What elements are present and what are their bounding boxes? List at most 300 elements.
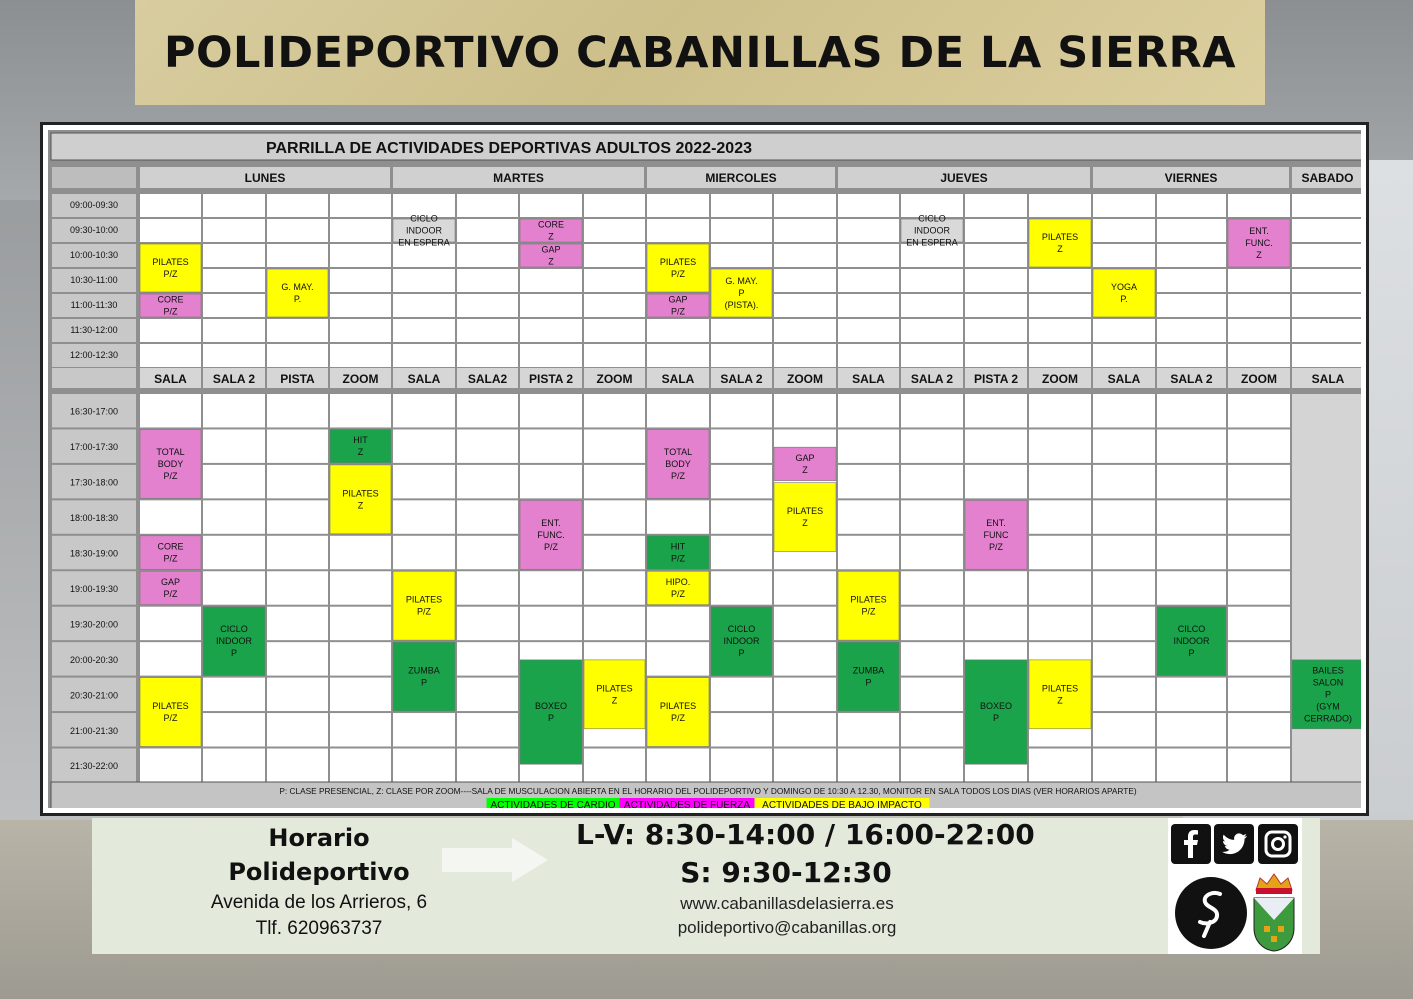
afternoon-time-label: 20:00-20:30 [69,654,119,665]
morning-cell [774,294,836,317]
afternoon-cell [838,536,899,569]
morning-cell [1228,294,1290,317]
afternoon-cell [140,394,201,427]
morning-activity-label: FUNC. [1245,238,1273,248]
afternoon-cell [838,394,899,427]
afternoon-cell [393,500,455,533]
afternoon-cell [901,607,963,640]
afternoon-activity-label: CORE [157,541,184,552]
room-label: PISTA [280,372,315,386]
morning-cell [711,344,772,367]
afternoon-cell [901,465,963,498]
afternoon-cell [267,642,328,675]
afternoon-time-label: 20:30-21:00 [69,690,119,701]
afternoon-cell [1093,536,1155,569]
morning-cell [647,194,709,217]
website-link[interactable]: www.cabanillasdelasierra.es [680,894,894,913]
afternoon-cell [901,394,963,427]
morning-cell [584,294,645,317]
afternoon-cell [1157,713,1226,746]
morning-activity [647,244,709,292]
afternoon-cell [1093,394,1155,427]
morning-cell [647,319,709,342]
morning-cell [838,344,899,367]
morning-cell [457,244,518,267]
morning-cell [901,294,963,317]
morning-cell [1228,319,1290,342]
morning-cell [520,194,582,217]
morning-cell [203,269,265,292]
afternoon-activity-label: P/Z [163,470,178,481]
afternoon-cell [584,500,645,533]
morning-cell [838,244,899,267]
morning-cell [838,194,899,217]
morning-cell [711,194,772,217]
facebook-icon[interactable] [1171,824,1211,864]
afternoon-activity-label: P [420,677,428,688]
morning-cell [1292,319,1361,342]
morning-cell [1157,244,1226,267]
afternoon-activity-label: BODY [157,458,184,469]
morning-cell [1029,194,1091,217]
afternoon-cell [330,394,391,427]
afternoon-activity-label: P/Z [543,541,559,552]
afternoon-activity-label: HIPO. [665,576,691,587]
morning-cell [584,269,645,292]
afternoon-cell [901,571,963,604]
morning-cell [203,194,265,217]
morning-activity-label: G. MAY. [725,276,758,286]
afternoon-cell [965,607,1027,640]
arrow-right-icon [442,838,548,882]
afternoon-activity-label: FUNC [983,529,1009,540]
morning-cell [901,344,963,367]
room-header-corner [52,368,136,388]
morning-activity [1093,269,1155,317]
room-label: ZOOM [342,372,379,386]
morning-cell [1292,219,1361,242]
afternoon-activity-label: INDOOR [723,636,760,647]
afternoon-cell [647,394,709,427]
afternoon-cell [330,713,391,746]
afternoon-cell [647,607,709,640]
afternoon-cell [393,749,455,782]
morning-cell [711,219,772,242]
schedule-grid [48,130,1361,808]
afternoon-cell [203,500,265,533]
afternoon-cell [1029,465,1091,498]
afternoon-cell [457,536,518,569]
afternoon-cell [140,642,201,675]
afternoon-cell [1228,607,1290,640]
afternoon-cell [457,642,518,675]
morning-activity-label: P/Z [163,306,178,317]
morning-cell [584,344,645,367]
afternoon-activity-label: GAP [795,452,815,463]
afternoon-cell [330,571,391,604]
afternoon-cell [393,394,455,427]
morning-cell [647,219,709,242]
afternoon-cell [457,571,518,604]
morning-cell [267,219,328,242]
morning-activity-label: P/Z [670,269,686,279]
morning-time-label: 12:00-12:30 [69,350,119,360]
afternoon-activity-label: Z [802,464,808,475]
afternoon-cell [1093,500,1155,533]
afternoon-activity-label: P [992,713,1000,724]
morning-cell [1029,294,1091,317]
morning-cell [1292,194,1361,217]
morning-cell [140,194,201,217]
afternoon-cell [203,394,265,427]
room-label: SALA [661,372,695,386]
afternoon-cell [584,749,645,782]
afternoon-activity-label: FUNC. [537,529,565,540]
afternoon-cell [520,465,582,498]
afternoon-time-label: 21:30-22:00 [69,761,119,772]
morning-cell [1157,194,1226,217]
afternoon-activity [393,571,455,640]
morning-cell [1228,194,1290,217]
afternoon-activity [1029,660,1091,729]
afternoon-cell [711,500,772,533]
morning-cell [965,194,1027,217]
afternoon-cell [1228,500,1290,533]
afternoon-cell [1157,465,1226,498]
morning-cell [330,219,391,242]
day-header-corner [52,167,136,188]
afternoon-cell [1093,607,1155,640]
room-label: PISTA 2 [528,372,574,386]
morning-cell [901,269,963,292]
email-link[interactable]: polideportivo@cabanillas.org [677,918,897,937]
room-label: SALA [852,372,885,386]
afternoon-cell [838,500,899,533]
morning-cell [457,269,518,292]
instagram-icon[interactable] [1258,824,1298,864]
morning-cell [457,219,518,242]
afternoon-cell [1228,394,1290,427]
morning-activity-label: PILATES [659,257,697,267]
afternoon-cell [1029,429,1091,462]
afternoon-cell [901,678,963,711]
afternoon-cell [267,607,328,640]
afternoon-cell [267,429,328,462]
afternoon-cell [901,642,963,675]
afternoon-cell [838,429,899,462]
afternoon-cell [711,429,772,462]
afternoon-cell [584,571,645,604]
day-label-0: LUNES [244,171,286,185]
afternoon-activity-label: BAILES [1312,665,1344,676]
afternoon-cell [393,713,455,746]
morning-cell [1157,219,1226,242]
morning-activity-label: GAP [541,244,561,255]
afternoon-cell [393,465,455,498]
afternoon-cell [1029,394,1091,427]
room-label: SALA2 [467,372,508,386]
info-phone: Tlf. 620963737 [255,918,383,939]
morning-activity-label: P/Z [163,269,178,279]
afternoon-cell [1157,749,1226,782]
room-label: SALA 2 [1170,372,1213,386]
morning-cell [1093,344,1155,367]
morning-activity-label: Z [548,256,554,267]
afternoon-activity [520,660,582,764]
afternoon-activity [140,678,201,747]
afternoon-cell [393,429,455,462]
afternoon-cell [1228,678,1290,711]
afternoon-cell [457,429,518,462]
morning-activity-label: CORE [537,219,565,230]
afternoon-cell [838,465,899,498]
afternoon-cell [965,394,1027,427]
morning-cell [267,244,328,267]
morning-cell [1093,244,1155,267]
morning-cell [330,194,391,217]
afternoon-activity-label: P [865,677,872,688]
social-box [1168,818,1302,954]
saturday-hours: S: 9:30-12:30 [680,856,892,889]
afternoon-cell [711,536,772,569]
morning-activity-label: Z [1057,244,1063,254]
afternoon-activity-label: P [738,648,745,659]
afternoon-activity-label: CICLO [727,624,756,635]
afternoon-cell [457,394,518,427]
morning-cell [1157,269,1226,292]
morning-cell [838,269,899,292]
afternoon-cell [647,500,709,533]
afternoon-cell [1157,536,1226,569]
afternoon-cell [1029,536,1091,569]
afternoon-cell [965,571,1027,604]
morning-cell [1093,219,1155,242]
morning-time-label: 09:00-09:30 [69,200,119,210]
afternoon-time-label: 17:30-18:00 [69,477,119,488]
morning-activity-label: ENT. [1249,226,1269,236]
legend-label: ACTIVIDADES DE BAJO IMPACTO [762,800,922,808]
morning-cell [774,344,836,367]
morning-time-label: 09:30-10:00 [69,225,119,235]
afternoon-cell [647,642,709,675]
afternoon-time-label: 18:30-19:00 [69,548,119,559]
afternoon-time-label: 19:30-20:00 [69,619,119,630]
afternoon-cell [203,678,265,711]
afternoon-cell [1157,500,1226,533]
afternoon-cell [520,571,582,604]
afternoon-cell [1157,394,1226,427]
afternoon-cell [584,394,645,427]
morning-cell [584,194,645,217]
morning-activity-label: Z [548,231,554,242]
morning-cell [647,344,709,367]
afternoon-cell [203,536,265,569]
morning-cell [1093,319,1155,342]
day-label-1: MARTES [493,171,544,185]
afternoon-cell [1157,429,1226,462]
afternoon-cell [457,500,518,533]
morning-cell [901,319,963,342]
morning-cell [203,344,265,367]
morning-activity-label: (PISTA). [724,300,759,310]
morning-activity-label: EN ESPERA [906,237,958,248]
room-label: ZOOM [787,372,823,386]
morning-cell [1029,344,1091,367]
afternoon-cell [774,642,836,675]
afternoon-cell [711,678,772,711]
afternoon-cell [330,607,391,640]
room-label: SALA 2 [720,372,763,386]
morning-cell [965,244,1027,267]
morning-cell [520,269,582,292]
afternoon-cell [457,678,518,711]
morning-activity-label: P. [293,294,302,304]
day-label-5: SABADO [1301,171,1354,185]
morning-cell [457,194,518,217]
afternoon-activity-label: INDOOR [1173,636,1210,647]
afternoon-cell [267,500,328,533]
afternoon-cell [711,713,772,746]
info-horario-label: Horario [268,824,370,852]
afternoon-cell [140,607,201,640]
morning-cell [267,344,328,367]
morning-cell [520,294,582,317]
morning-cell [140,219,201,242]
afternoon-activity [330,465,391,534]
afternoon-cell [1157,571,1226,604]
afternoon-time-label: 19:00-19:30 [69,583,119,594]
afternoon-activity-label: ENT. [541,517,561,528]
afternoon-activity-label: SALON [1312,677,1344,688]
title-banner [135,0,1265,105]
grid-heading: PARRILLA DE ACTIVIDADES DEPORTIVAS ADULTOS 2022-2023 [265,140,753,157]
room-label: SALA [407,372,441,386]
morning-cell [1029,269,1091,292]
afternoon-activity-label: PILATES [342,488,379,499]
afternoon-cell [584,607,645,640]
afternoon-cell [520,394,582,427]
twitter-icon[interactable] [1214,824,1254,864]
morning-time-label: 10:30-11:00 [70,275,118,285]
afternoon-cell [774,749,836,782]
afternoon-cell [203,429,265,462]
afternoon-cell [584,429,645,462]
afternoon-activity-label: P [230,648,238,659]
morning-cell [520,344,582,367]
afternoon-activity-label: INDOOR [216,636,252,647]
afternoon-activity-label: Z [611,695,618,706]
afternoon-cell [901,536,963,569]
afternoon-activity-label: PILATES [1041,683,1079,694]
afternoon-activity-label: ZUMBA [408,665,440,676]
afternoon-cell [711,394,772,427]
afternoon-cell [393,536,455,569]
morning-cell [1292,294,1361,317]
afternoon-cell [1228,465,1290,498]
afternoon-time-label: 16:30-17:00 [69,406,119,417]
morning-cell [711,244,772,267]
afternoon-cell [584,465,645,498]
afternoon-activity-label: P/Z [163,588,178,599]
afternoon-activity-label: P [1324,689,1332,700]
info-polideportivo-label: Polideportivo [228,858,410,886]
afternoon-cell [711,571,772,604]
afternoon-cell [774,571,836,604]
afternoon-activity-label: HIT [353,435,368,446]
morning-cell [1157,294,1226,317]
morning-cell [1292,244,1361,267]
morning-cell [774,244,836,267]
morning-cell [203,294,265,317]
afternoon-activity-label: P/Z [861,606,876,617]
afternoon-activity-label: P/Z [670,588,686,599]
afternoon-activity-label: PILATES [659,701,697,712]
afternoon-activity [774,483,836,552]
morning-activity-label: CICLO [918,213,946,224]
afternoon-cell [267,749,328,782]
morning-cell [393,319,455,342]
morning-cell [393,294,455,317]
morning-cell [140,319,201,342]
afternoon-cell [774,678,836,711]
afternoon-cell [520,607,582,640]
morning-cell [711,319,772,342]
afternoon-cell [140,749,201,782]
morning-cell [330,269,391,292]
afternoon-cell [1228,642,1290,675]
day-label-4: VIERNES [1164,171,1218,185]
morning-cell [584,219,645,242]
afternoon-cell [774,394,836,427]
afternoon-cell [203,749,265,782]
afternoon-time-label: 17:00-17:30 [69,442,119,453]
morning-cell [965,344,1027,367]
morning-cell [393,344,455,367]
schedule-panel [40,122,1369,816]
afternoon-cell [901,500,963,533]
afternoon-activity-label: PILATES [850,594,887,605]
afternoon-cell [330,642,391,675]
footnote-text: P: CLASE PRESENCIAL, Z: CLASE POR ZOOM----SALA DE MUSCULACION ABIERTA EN EL HORARIO DEL POLIDEPORTIVO Y DOMINGO DE 10:30 A 12.30, MONITOR EN SALA TODOS LOS DIAS (VER HORARIOS APARTE) [279,786,1137,796]
morning-activity-label: INDOOR [914,225,950,236]
afternoon-cell [203,465,265,498]
afternoon-activity-label: BODY [665,458,691,469]
afternoon-cell [901,713,963,746]
morning-activity-label: PILATES [1041,232,1079,242]
morning-activity-label: EN ESPERA [398,237,450,248]
morning-activity-label: CORE [157,294,184,305]
afternoon-cell [203,571,265,604]
afternoon-activity-label: P/Z [163,553,178,564]
afternoon-cell [267,713,328,746]
afternoon-activity-label: TOTAL [663,446,693,457]
morning-cell [838,319,899,342]
room-label: ZOOM [1241,372,1277,386]
afternoon-activity-label: ENT. [986,517,1006,528]
afternoon-cell [1228,571,1290,604]
morning-cell [203,244,265,267]
afternoon-activity-label: P/Z [670,713,686,724]
morning-activity-label: G. MAY. [281,282,314,292]
afternoon-cell [1228,749,1290,782]
afternoon-cell [1093,749,1155,782]
morning-activity-label: CICLO [410,213,438,224]
afternoon-cell [267,465,328,498]
morning-activity-label: INDOOR [406,225,442,236]
morning-activity [140,244,201,292]
room-label: ZOOM [1042,372,1078,386]
afternoon-activity-label: CERRADO) [1303,713,1353,724]
